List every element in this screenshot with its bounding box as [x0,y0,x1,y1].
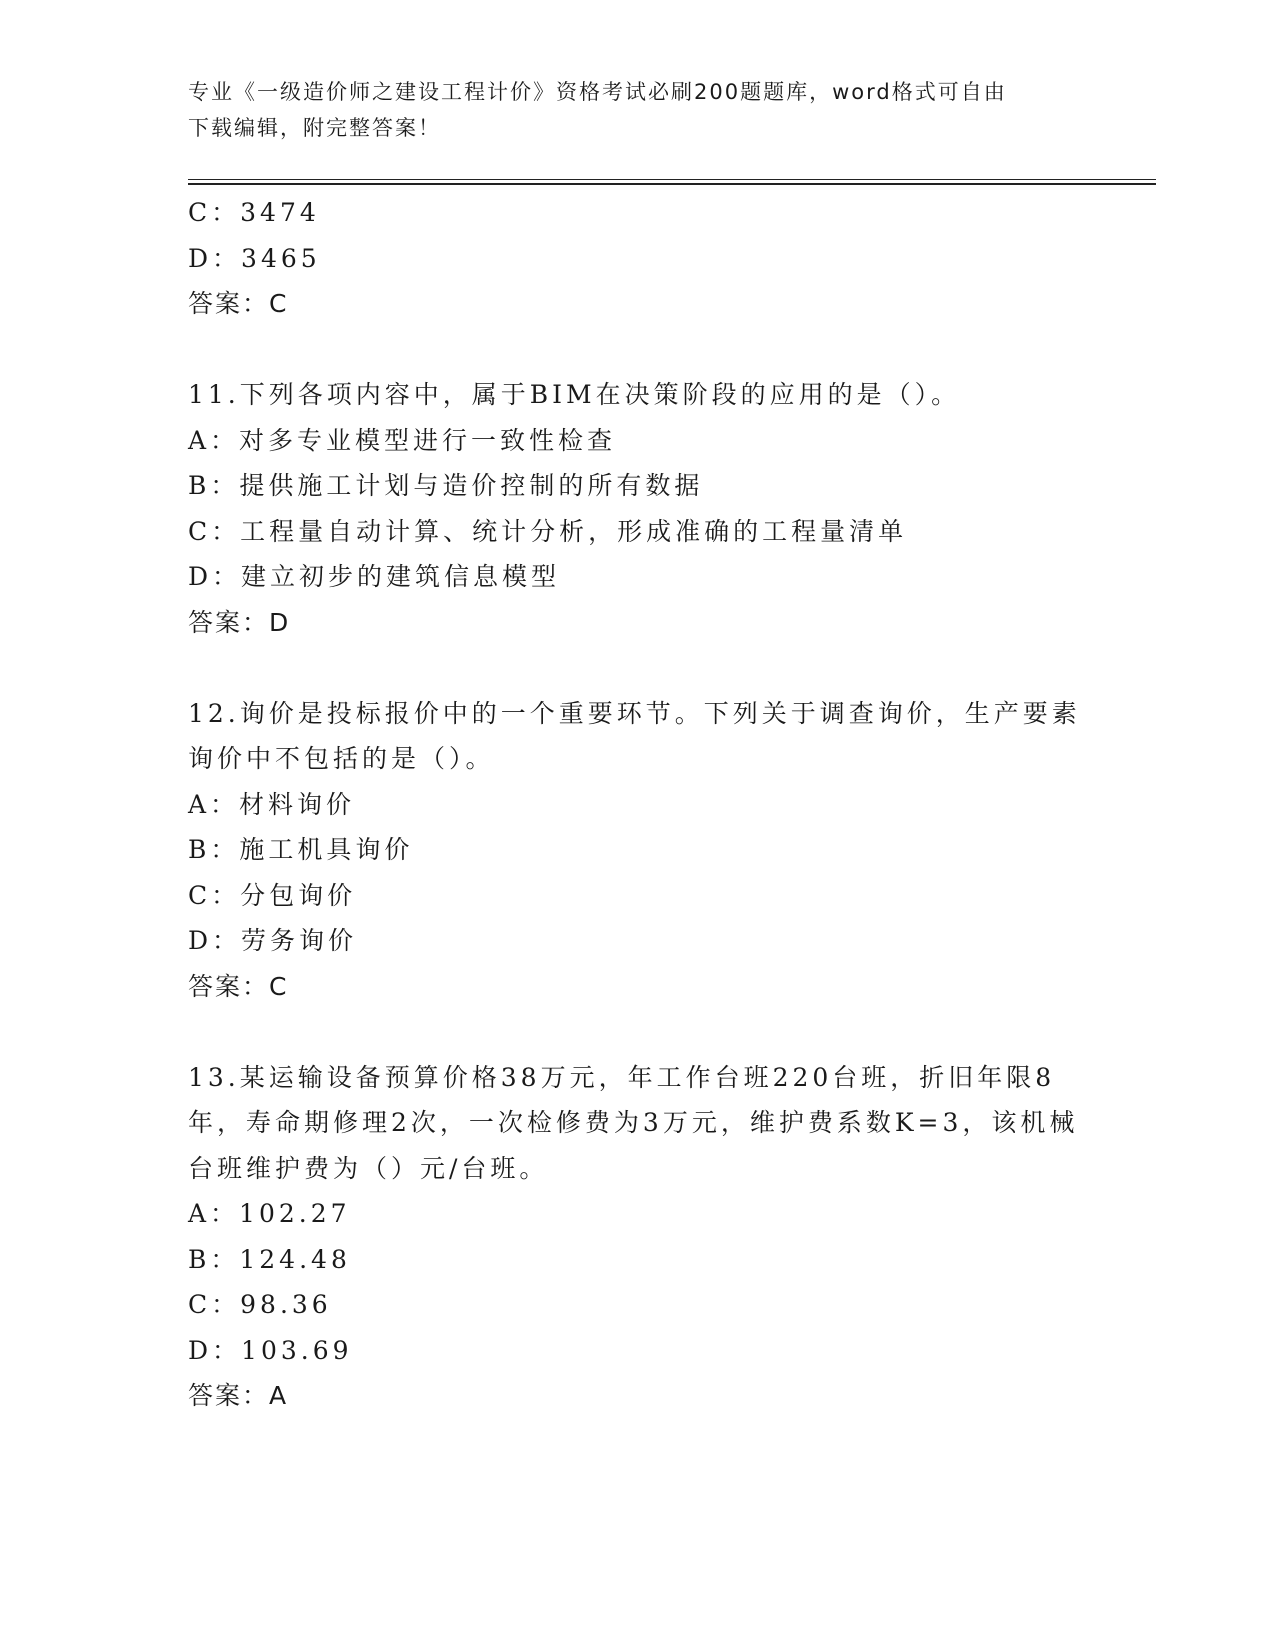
header-rule-thin [188,179,1156,180]
question-13 [188,1055,1088,1419]
spacer [188,1009,1088,1055]
answer-line: 答案：C [188,289,289,318]
question-stem: 年，寿命期修理2次，一次检修费为3万元，维护费系数K=3，该机械 [188,1108,1079,1137]
question-stem: 询价中不包括的是（）。 [188,744,495,773]
document-header [188,74,1088,146]
answer-line: 答案：D [188,607,291,637]
spacer [188,645,1088,691]
option-a: A：材料询价 [188,789,356,819]
option-d: D：103.69 [188,1335,353,1365]
answer-line: 答案：C [188,971,289,1001]
question-11 [188,372,1088,645]
question-stem: 台班维护费为（）元/台班。 [188,1153,549,1183]
option-c: C：工程量自动计算、统计分析，形成准确的工程量清单 [188,516,908,546]
spacer [188,327,1088,373]
header-rule-thick [188,183,1156,185]
option-c: C：3474 [188,198,320,227]
option-d: D：3465 [188,243,321,273]
option-d: D：劳务询价 [188,926,358,955]
option-b: B：124.48 [188,1244,351,1274]
option-b: B：施工机具询价 [188,835,414,864]
header-line-2: 下载编辑，附完整答案！ [188,116,441,140]
question-stem: 11.下列各项内容中，属于BIM在决策阶段的应用的是（）。 [188,380,961,409]
answer-line: 答案：A [188,1381,289,1410]
option-a: A：102.27 [188,1199,351,1228]
header-line-1: 专业《一级造价师之建设工程计价》资格考试必刷200题题库，word格式可自由 [188,80,1007,104]
question-stem: 13.某运输设备预算价格38万元，年工作台班220台班，折旧年限8 [188,1062,1056,1092]
option-d: D：建立初步的建筑信息模型 [188,562,561,591]
option-b: B：提供施工计划与造价控制的所有数据 [188,471,704,500]
question-stem: 12.询价是投标报价中的一个重要环节。下列关于调查询价，生产要素 [188,698,1081,728]
question-12 [188,691,1088,1010]
question-list [188,190,1088,1419]
option-c: C：98.36 [188,1290,332,1319]
option-a: A：对多专业模型进行一致性检查 [188,425,617,455]
prev-question [188,190,1088,327]
option-c: C：分包询价 [188,880,357,910]
